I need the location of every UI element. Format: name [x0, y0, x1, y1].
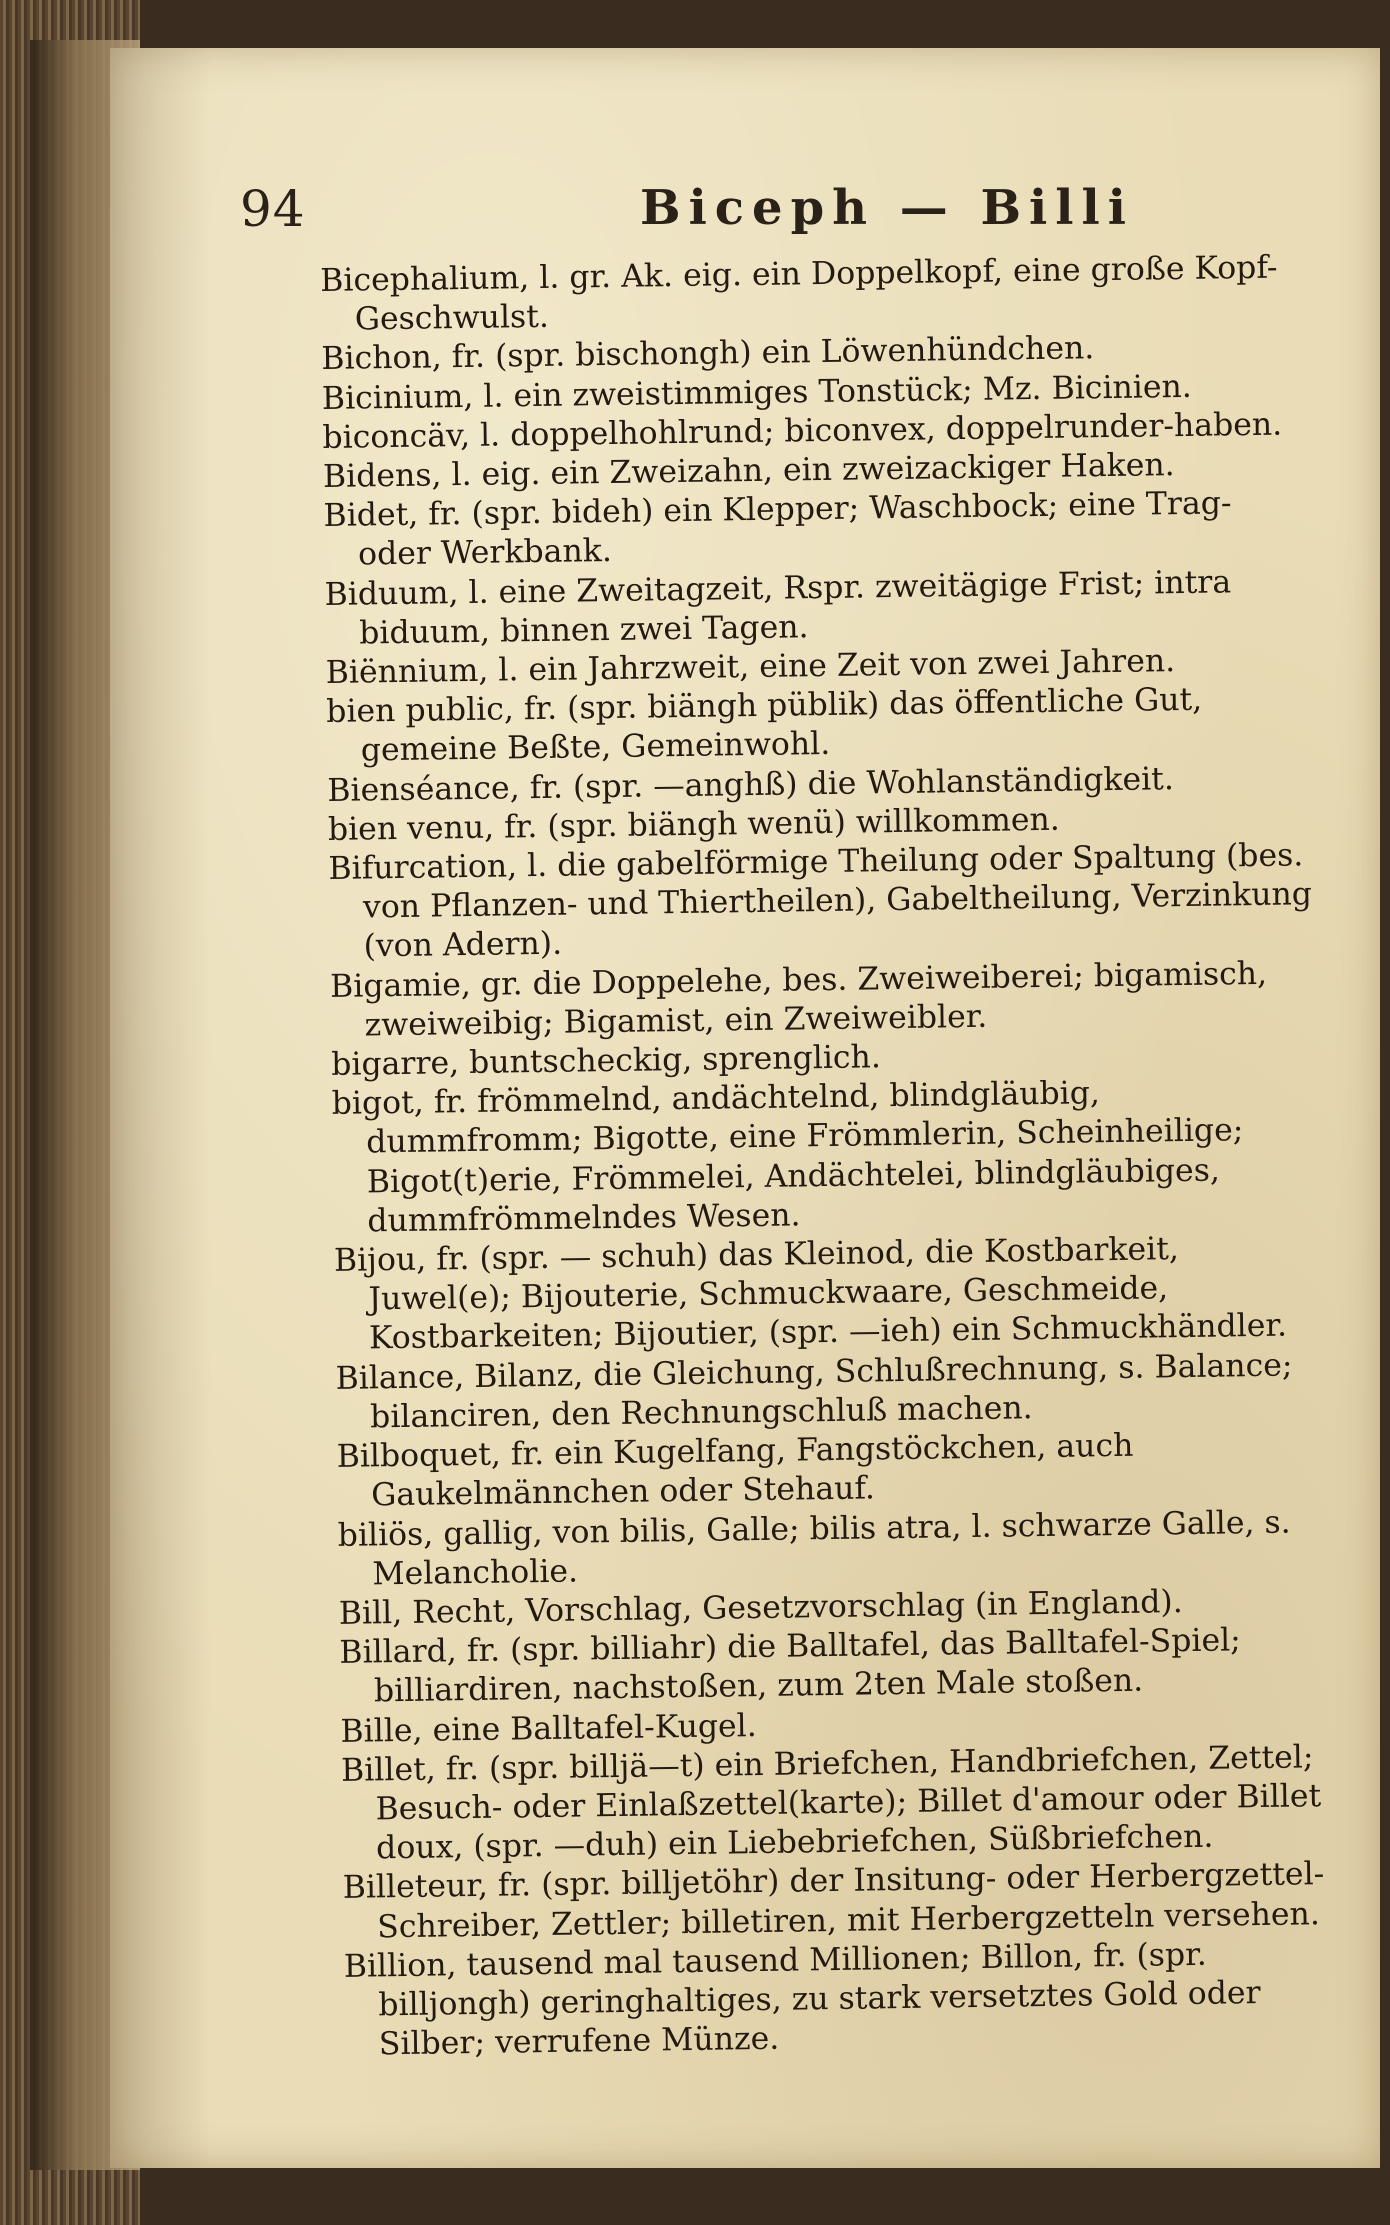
entry-bienseance: Bienséance, fr. (spr. —anghß) die Wohlanständigkeit.: [327, 760, 1175, 809]
entry-bigot: bigot, fr. frömmelnd, andächtelnd, blindgläubig, dummfromm; Bigotte, eine Frömmlerin, Scheinheilige; Bigot(t)erie, Frömmelei, Andächtelei, blindgläubiges, dummfrömmelndes Wesen.: [331, 1075, 1244, 1240]
entry-bigamie: Bigamie, gr. die Doppelehe, bes. Zweiweiberei; bigamisch, zweiweibig; Bigamist, ein Zweiweibler.: [329, 955, 1268, 1044]
entry-bifurcation: Bifurcation, l. die gabelförmige Theilung oder Spaltung (bes. von Pflanzen- und Thiertheilen), Gabeltheilung, Verzinkung (von Adern).: [328, 837, 1313, 965]
page-number: 94: [240, 180, 306, 238]
entry-bichon: Bichon, fr. (spr. bischongh) ein Löwenhündchen.: [321, 330, 1095, 378]
entry-bigarre: bigarre, buntscheckig, sprenglich.: [330, 1039, 882, 1083]
entry-bill: Bill, Recht, Vorschlag, Gesetzvorschlag (in England).: [338, 1583, 1183, 1632]
running-head: Biceph — Billi: [640, 180, 1134, 236]
entry-biconcav: biconcäv, l. doppelhohlrund; biconvex, doppelrunder-haben.: [322, 406, 1283, 456]
entry-bijou: Bijou, fr. (spr. — schuh) das Kleinod, die Kostbarkeit, Juwel(e); Bijouterie, Schmuckwaare, Geschmeide, Kostbarkeiten; Bijoutier, (spr. —ieh) ein Schmuckhändler.: [333, 1231, 1288, 1357]
entry-bien-venu: bien venu, fr. (spr. biängh wenü) willkommen.: [327, 801, 1061, 848]
entry-billet: Billet, fr. (spr. billjä—t) ein Briefchen, Handbriefchen, Zettel; Besuch- oder Einlaßzettel(karte); Billet d'amour oder Billet doux, (spr. —duh) ein Liebebriefchen, Süßbriefchen.: [340, 1738, 1322, 1867]
entry-bicephalium: Bicephalium, l. gr. Ak. eig. ein Doppelkopf, eine große Kopf-Geschwulst.: [320, 249, 1278, 338]
entry-bien-public: bien public, fr. (spr. biängh püblik) das öffentliche Gut, gemeine Beßte, Gemeinwohl.: [326, 681, 1203, 769]
page-header: [240, 180, 1300, 250]
dictionary-entries: [320, 248, 1335, 2065]
entry-bilboquet: Bilboquet, fr. ein Kugelfang, Fangstöckchen, auch Gaukelmännchen oder Stehauf.: [336, 1427, 1134, 1514]
entry-bidens: Bidens, l. eig. ein Zweizahn, ein zweizackiger Haken.: [322, 447, 1175, 495]
entry-billion: Billion, tausend mal tausend Millionen; Billon, fr. (spr. billjongh) geringhaltiges, zu stark versetztes Gold oder Silber; verrufene Münze.: [343, 1936, 1261, 2063]
entry-biennium: Biënnium, l. ein Jahrzweit, eine Zeit von zwei Jahren.: [325, 643, 1176, 691]
entry-bilance: Bilance, Bilanz, die Gleichung, Schlußrechnung, s. Balance; bilanciren, den Rechnungschluß machen.: [335, 1347, 1293, 1436]
entry-bille: Bille, eine Balltafel-Kugel.: [340, 1707, 757, 1750]
entry-billeteur: Billeteur, fr. (spr. billjetöhr) der Insitung- oder Herbergzettel-Schreiber, Zettler; billetiren, mit Herbergzetteln versehen.: [342, 1856, 1325, 1945]
entry-bidet: Bidet, fr. (spr. bideh) ein Klepper; Waschbock; eine Trag- oder Werkbank.: [323, 485, 1232, 573]
entry-bicinium: Bicinium, l. ein zweistimmiges Tonstück; Mz. Bicinien.: [321, 368, 1193, 417]
entry-biduum: Biduum, l. eine Zweitagzeit, Rspr. zweitägige Frist; intra biduum, binnen zwei Tagen.: [324, 563, 1232, 652]
entry-billard: Billard, fr. (spr. billiahr) die Balltafel, das Balltafel-Spiel; billiardiren, nachstoßen, zum 2ten Male stoßen.: [339, 1622, 1242, 1710]
entry-bilios: biliös, gallig, von bilis, Galle; bilis atra, l. schwarze Galle, s. Melancholie.: [337, 1504, 1291, 1593]
